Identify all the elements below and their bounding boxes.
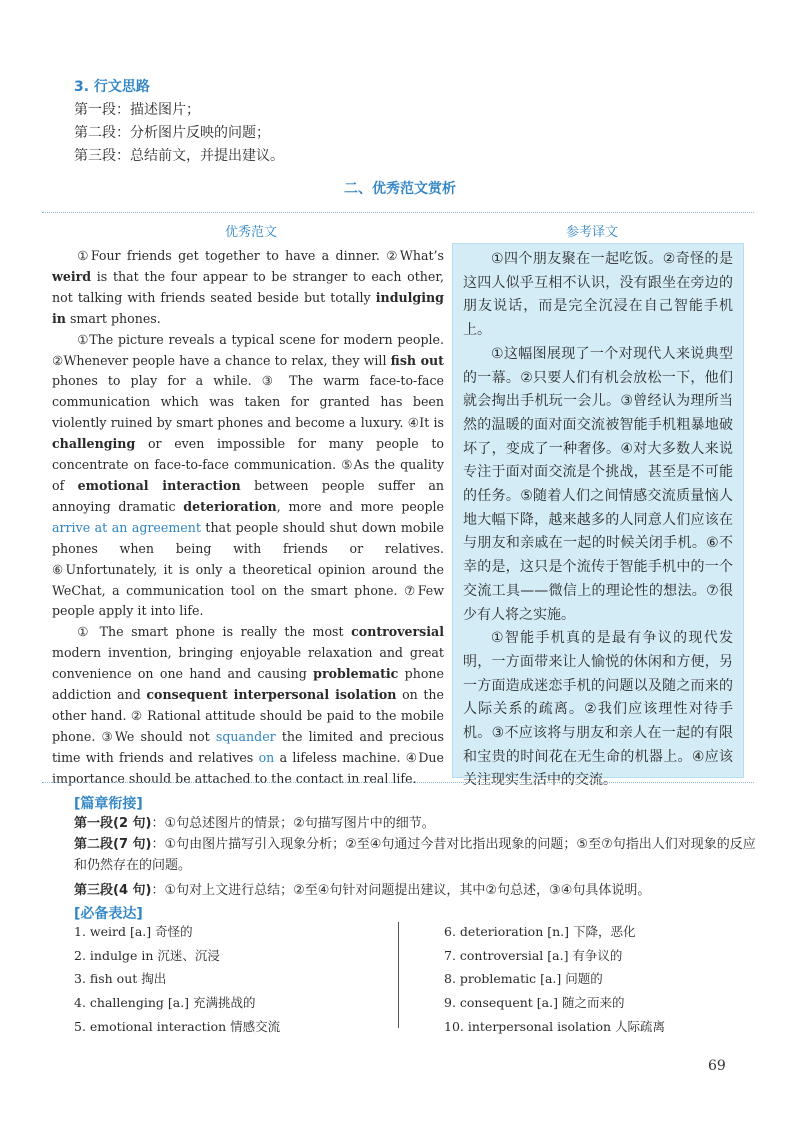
translation-box	[452, 243, 744, 789]
section-title: 二、优秀范文赏析	[344, 181, 456, 197]
translation-column-heading: 参考译文	[566, 225, 619, 240]
structure-item: 第一段(2 句)：①句总述图片的情景；②句描写图片中的细节。	[74, 816, 435, 831]
expression-item: 1. weird [a.] 奇怪的	[74, 924, 193, 939]
keyword: problematic	[313, 666, 399, 682]
structure-item: 第二段(7 句)：①句由图片描写引入现象分析；②至④句通过今昔对比指出现象的问题；⑤至⑦句指出人们对现象的反应和仍然存在的问题。	[74, 837, 756, 873]
keyword: weird	[52, 268, 92, 284]
section-divider	[42, 212, 754, 213]
translation-paragraph-1: ①四个朋友聚在一起吃饭。②奇怪的是这四人似乎互相不认识，没有跟坐在旁边的朋友说话，而是完全沉浸在自己智能手机上。	[463, 251, 733, 339]
expression-item: 10. interpersonal isolation 人际疏离	[444, 1018, 666, 1034]
keyword: consequent interpersonal isolation	[146, 687, 397, 703]
keyword: challenging	[52, 436, 136, 452]
expressions-heading: [必备表达]	[74, 906, 143, 922]
thinking-title: 3. 行文思路	[74, 79, 150, 95]
approach-line-3: 第三段：总结前文，并提出建议。	[74, 148, 284, 164]
essay-column-heading: 优秀范文	[225, 225, 278, 240]
translation-paragraph-3: ①智能手机真的是最有争议的现代发明，一方面带来让人愉悦的休闲和方便，另一方面造成迷恋手机的问题以及随之而来的人际关系的疏离。②我们应该理性对待手机。③不应该将与朋友和亲人在一起的有限和宝贵的时间花在无生命的机器上。④应该关注现实生活中的交流。	[463, 630, 733, 789]
keyword: emotional interaction	[77, 477, 241, 493]
expression-item: 2. indulge in 沉迷、沉浸	[74, 947, 220, 963]
phrase-highlight: arrive at an agreement	[52, 519, 201, 535]
expression-item: 9. consequent [a.] 随之而来的	[444, 995, 625, 1011]
keyword: fish out	[390, 352, 444, 368]
essay-paragraph-1: ①Four friends get together to have a dinner. ②What’s weird is that the four appear to be stranger to each other, not talking with friends seated beside but totally indulging in smart phones.	[52, 248, 444, 326]
keyword: indulging in	[52, 289, 444, 326]
approach-line-1: 第一段：描述图片；	[74, 102, 200, 118]
expression-item: 4. challenging [a.] 充满挑战的	[74, 995, 256, 1011]
structure-heading: [篇章衔接]	[74, 796, 143, 812]
approach-line-2: 第二段：分析图片反映的问题；	[74, 125, 270, 141]
expressions-right	[444, 920, 665, 1039]
structure-item: 第三段(4 句)：①句对上文进行总结；②至④句针对问题提出建议，其中②句总述，③④句具体说明。	[74, 883, 651, 898]
expressions-left	[74, 920, 280, 1039]
translation-paragraph-2: ①这幅图展现了一个对现代人来说典型的一幕。②只要人们有机会放松一下，他们就会掏出手机玩一会儿。③曾经认为理所当然的温暖的面对面交流被智能手机粗暴地破坏了，变成了一种奢侈。④对大多数人来说专注于面对面交流是个挑战，甚至是不可能的任务。⑤随着人们之间情感交流质量恼人地大幅下降，越来越多的人同意人们应该在与朋友和亲戚在一起的时候关闭手机。⑥不幸的是，这只是个流传于智能手机中的一个交流工具——微信上的理论性的想法。⑦很少有人将之实施。	[463, 345, 733, 623]
page-number: 69	[708, 1058, 726, 1074]
essay-paragraph-3: ① The smart phone is really the most controversial modern invention, bringing enjoyable relaxation and great convenience on one hand and causing problematic phone addiction and consequent interpersonal isolation on the other hand. ② Rational attitude should be paid to the mobile phone. ③We should not squander the limited and precious time with friends and relatives on a lifeless machine. ④Due importance should be attached to the contact in real life.	[52, 624, 444, 786]
column-separator	[398, 922, 399, 1028]
phrase-highlight: squander	[215, 728, 276, 744]
lower-divider	[42, 782, 754, 783]
expression-item: 7. controversial [a.] 有争议的	[444, 947, 623, 963]
expression-item: 5. emotional interaction 情感交流	[74, 1018, 281, 1034]
expression-item: 6. deterioration [n.] 下降，恶化	[444, 924, 636, 939]
expression-item: 8. problematic [a.] 问题的	[444, 971, 603, 987]
model-essay	[52, 246, 444, 790]
phrase-highlight: on	[258, 749, 275, 765]
structure-list	[74, 813, 760, 901]
expression-item: 3. fish out 掏出	[74, 971, 167, 987]
keyword: deterioration	[183, 498, 277, 514]
keyword: controversial	[351, 624, 444, 640]
essay-paragraph-2: ①The picture reveals a typical scene for modern people. ②Whenever people have a chance to relax, they will fish out phones to play for a while. ③ The warm face-to-face communication which was taken for granted has been violently ruined by smart phones and become a luxury. ④It is challenging or even impossible for many people to concentrate on face-to-face communication. ⑤As the quality of emotional interaction between people suffer an annoying dramatic deterioration, more and more people arrive at an agreement that people should shut down mobile phones when being with friends or relatives. ⑥Unfortunately, it is only a theoretical opinion around the WeChat, a communication tool on the smart phone. ⑦Few people apply it into life.	[52, 331, 444, 619]
